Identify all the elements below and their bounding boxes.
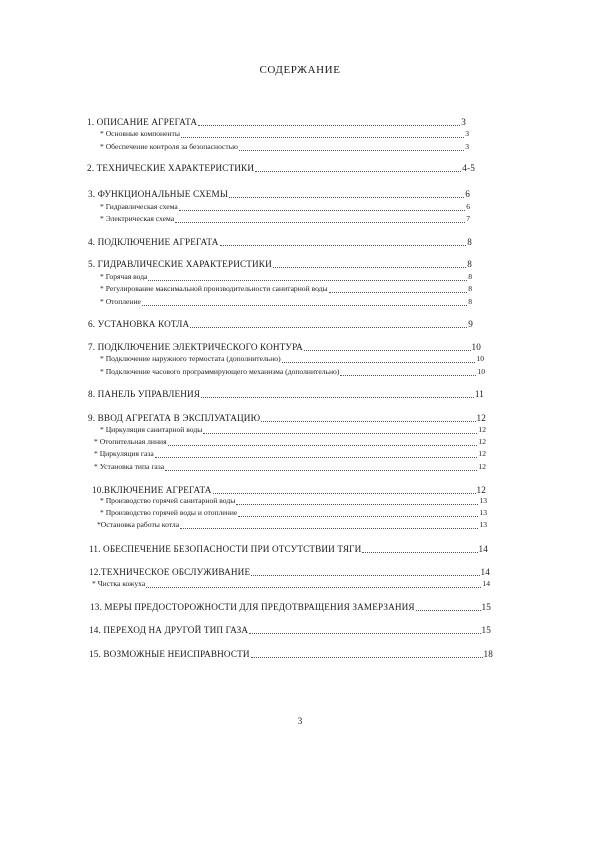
toc-entry-page: 6 [465,189,470,199]
toc-dot-leader [251,575,479,576]
toc-entry-label: * Гидравлическая схема [100,202,178,211]
toc-entry-page: 10 [471,342,481,352]
toc-subsection [100,424,486,436]
toc-entry-page: 3 [465,129,469,138]
toc-section [88,188,470,200]
toc-entry-page: 12 [478,462,486,471]
toc-dot-leader [329,292,468,293]
toc-section [88,412,486,424]
toc-entry-label: * Отопление [100,297,141,306]
toc-dot-leader [190,327,467,328]
toc-dot-leader [155,457,478,458]
toc-entry-label: 5. ГИДРАВЛИЧЕСКИЕ ХАРАКТЕРИСТИКИ [88,259,272,269]
toc-dot-leader [304,350,471,351]
toc-entry-label: * Подключение часового программирующего механизма (дополнительно) [100,367,340,376]
toc-dot-leader [261,421,475,422]
toc-subsection [94,448,486,460]
toc-dot-leader [198,125,460,126]
toc-subsection [92,578,490,590]
toc-entry-page: 12 [478,425,486,434]
toc-dot-leader [239,150,464,151]
toc-entry-label: 6. УСТАНОВКА КОТЛА [88,319,190,329]
toc-entry-label: 13. МЕРЫ ПРЕДОСТОРОЖНОСТИ ДЛЯ ПРЕДОТВРАЩЕНИЯ ЗАМЕРЗАНИЯ [90,602,415,612]
toc-entry-label: * Горячая вода [100,272,148,281]
toc-subsection [100,141,469,153]
toc-dot-leader [416,610,481,611]
toc-entry-page: 8 [467,259,472,269]
toc-entry-page: 4-5 [462,163,475,173]
toc-entry-label: 11. ОБЕСПЕЧЕНИЕ БЕЗОПАСНОСТИ ПРИ ОТСУТСТВИИ ТЯГИ [89,544,362,554]
toc-entry-page: 14 [482,579,490,588]
toc-entry-page: 12 [476,413,486,423]
toc-entry-label: * Производство горячей воды и отопление [100,508,238,517]
toc-dot-leader [362,552,477,553]
toc-section [89,543,488,555]
toc-entry-label: * Циркуляция газа [94,449,154,458]
toc-dot-leader [148,280,467,281]
toc-dot-leader [340,375,476,376]
toc-section [88,388,484,400]
toc-section [88,318,473,330]
toc-entry-page: 15 [481,602,491,612]
toc-section [87,162,475,174]
toc-subsection [94,461,486,473]
toc-entry-page: 18 [483,649,493,659]
page-number: 3 [297,716,303,726]
toc-entry-label: 2. ТЕХНИЧЕСКИЕ ХАРАКТЕРИСТИКИ [87,163,255,173]
toc-entry-page: 14 [478,544,488,554]
toc-entry-page: 12 [476,485,486,495]
toc-entry-page: 8 [468,272,472,281]
toc-entry-label: 3. ФУНКЦИОНАЛЬНЫЕ СХЕМЫ [88,189,229,199]
toc-entry-label: *Остановка работы котла [97,520,180,529]
toc-subsection [100,495,487,507]
toc-dot-leader [181,137,464,138]
toc-entry-label: 12.ТЕХНИЧЕСКОЕ ОБСЛУЖИВАНИЕ [89,567,251,577]
toc-dot-leader [255,171,461,172]
toc-dot-leader [180,528,478,529]
toc-entry-page: 15 [481,625,491,635]
toc-entry-label: * Основные компоненты [100,129,180,138]
toc-entry-page: 8 [468,284,472,293]
toc-subsection [100,296,472,308]
toc-subsection [97,519,487,531]
toc-section [89,566,490,578]
toc-entry-page: 10 [476,354,484,363]
toc-entry-label: * Электрическая схема [100,214,175,223]
toc-entry-page: 3 [465,142,469,151]
toc-entry-page: 6 [466,202,470,211]
toc-dot-leader [220,245,467,246]
toc-dot-leader [251,657,483,658]
toc-entry-label: * Обеспечение контроля за безопасностью [100,142,238,151]
toc-dot-leader [203,433,477,434]
toc-dot-leader [229,197,464,198]
toc-dot-leader [146,587,481,588]
toc-entry-page: 10 [477,367,485,376]
toc-section [89,648,493,660]
page-title: СОДЕРЖАНИЕ [259,64,341,76]
toc-subsection [100,201,470,213]
toc-entry-page: 13 [479,508,487,517]
toc-subsection [100,366,485,378]
toc-entry-label: 10.ВКЛЮЧЕНИЕ АГРЕГАТА [92,485,212,495]
toc-dot-leader [168,445,478,446]
toc-entry-label: 15. ВОЗМОЖНЫЕ НЕИСПРАВНОСТИ [89,649,250,659]
toc-entry-label: 9. ВВОД АГРЕГАТА В ЭКСПЛУАТАЦИЮ [88,413,261,423]
toc-subsection [100,128,469,140]
toc-section [89,624,491,636]
toc-subsection [100,283,472,295]
toc-entry-label: * Подключение наружного термостата (дополнительно) [100,354,281,363]
toc-dot-leader [249,633,480,634]
toc-dot-leader [273,267,466,268]
toc-entry-label: * Регулирование максимальной производительности санитарной воды [100,284,328,293]
toc-entry-page: 8 [468,297,472,306]
toc-dot-leader [282,362,476,363]
toc-entry-page: 13 [479,496,487,505]
toc-dot-leader [175,222,465,223]
toc-entry-page: 12 [478,449,486,458]
toc-entry-page: 7 [466,214,470,223]
toc-entry-label: * Установка типа газа [94,462,165,471]
toc-subsection [100,353,484,365]
toc-entry-label: 4. ПОДКЛЮЧЕНИЕ АГРЕГАТА [88,237,219,247]
toc-entry-label: * Чистка кожуха [92,579,146,588]
toc-entry-page: 9 [468,319,473,329]
toc-entry-label: * Отопительная линия [94,437,167,446]
toc-entry-label: * Производство горячей санитарной воды [100,496,236,505]
toc-dot-leader [236,504,478,505]
toc-entry-label: 8. ПАНЕЛЬ УПРАВЛЕНИЯ [88,389,201,399]
toc-subsection [100,271,472,283]
toc-section [88,236,472,248]
toc-dot-leader [238,516,478,517]
toc-dot-leader [201,397,474,398]
toc-subsection [100,507,487,519]
toc-section [88,341,481,353]
toc-subsection [100,213,470,225]
toc-entry-page: 14 [480,567,490,577]
toc-dot-leader [213,493,476,494]
toc-section [88,258,472,270]
toc-entry-label: * Циркуляция санитарной воды [100,425,203,434]
toc-entry-page: 12 [478,437,486,446]
toc-entry-label: 1. ОПИСАНИЕ АГРЕГАТА [87,117,198,127]
toc-dot-leader [142,305,467,306]
toc-entry-page: 8 [467,237,472,247]
toc-entry-label: 7. ПОДКЛЮЧЕНИЕ ЭЛЕКТРИЧЕСКОГО КОНТУРА [88,342,303,352]
toc-entry-page: 11 [474,389,484,399]
toc-entry-label: 14. ПЕРЕХОД НА ДРУГОЙ ТИП ГАЗА [89,625,249,635]
toc-entry-page: 3 [461,117,466,127]
toc-dot-leader [179,210,466,211]
toc-dot-leader [165,470,477,471]
toc-subsection [94,436,486,448]
toc-section [87,116,466,128]
toc-section [90,601,491,613]
toc-entry-page: 13 [479,520,487,529]
